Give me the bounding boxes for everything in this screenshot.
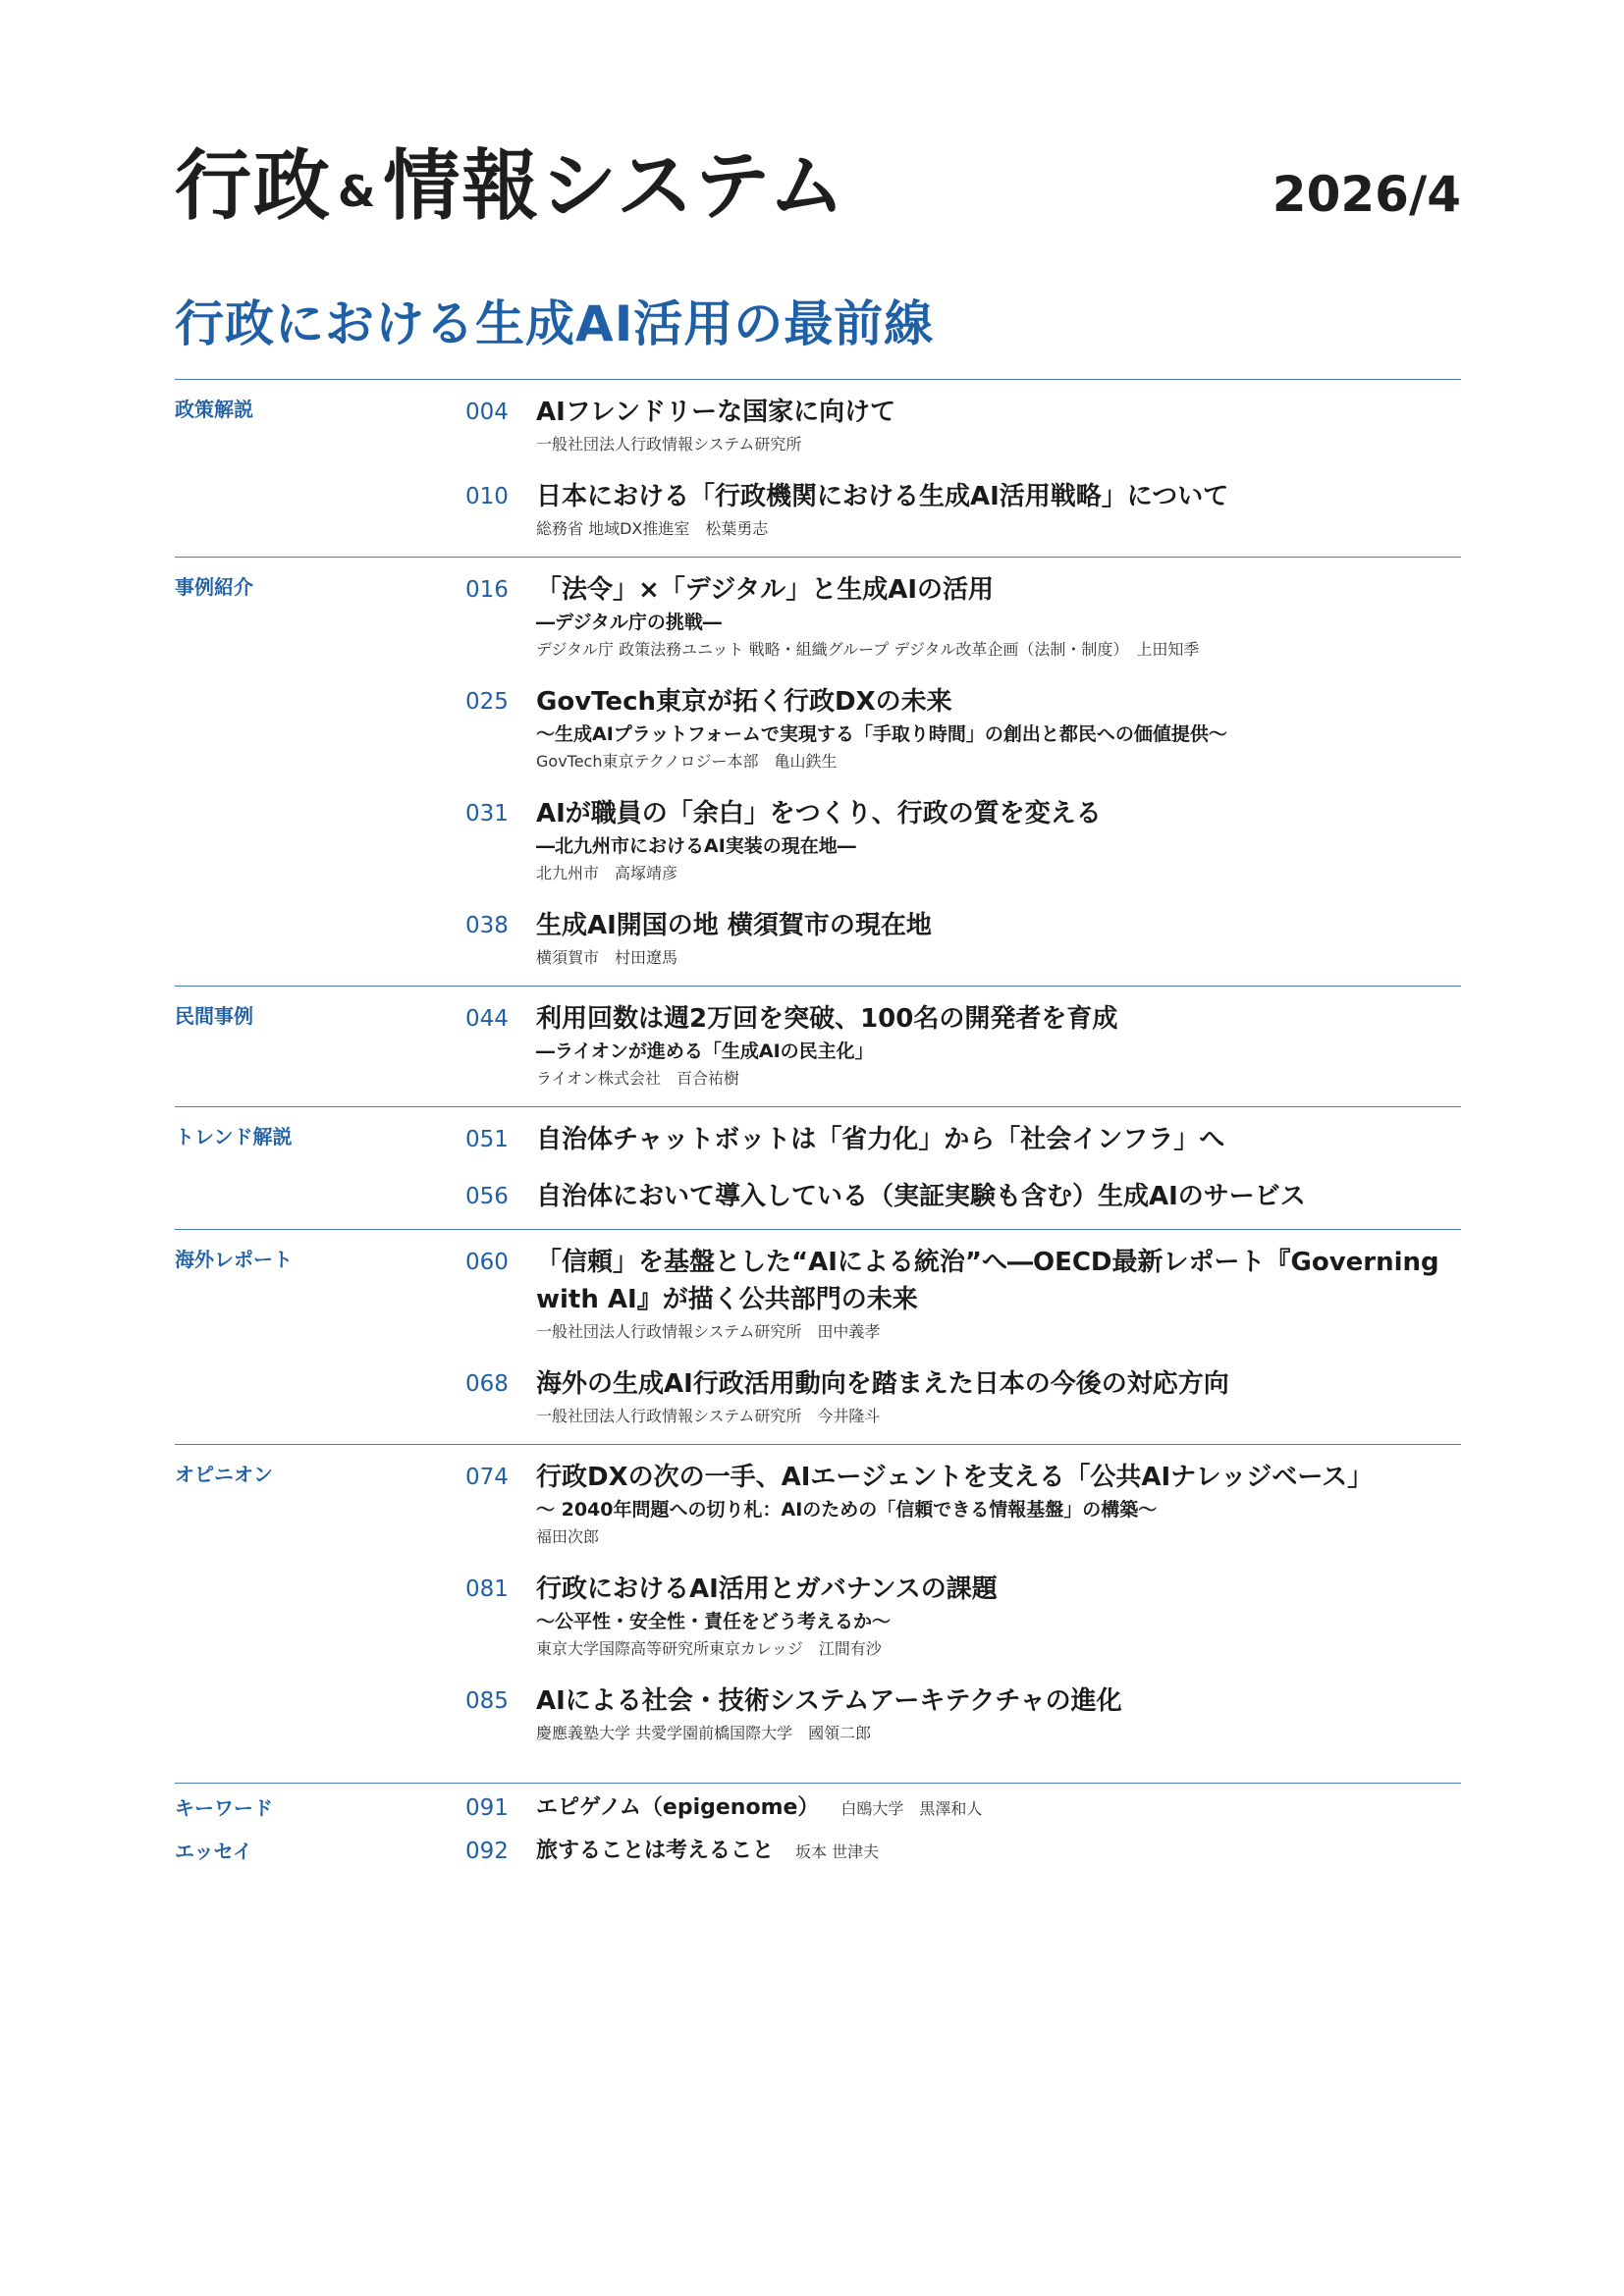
article-title: AIが職員の「余白」をつくり、行政の質を変える bbox=[536, 799, 1102, 828]
feature-title: 行政における生成AI活用の最前線 bbox=[175, 295, 935, 352]
section-label: 海外レポート bbox=[175, 1248, 293, 1271]
section-label: 民間事例 bbox=[175, 1004, 253, 1028]
toc-entry[interactable] bbox=[175, 1682, 1461, 1747]
page-number: 060 bbox=[465, 1250, 509, 1275]
page-number: 038 bbox=[465, 913, 509, 938]
article-title: 日本における「行政機関における生成AI活用戦略」について bbox=[536, 482, 1229, 511]
toc-entry[interactable] bbox=[175, 1459, 1461, 1551]
article-author: デジタル庁 政策法務ユニット 戦略・組織グループ デジタル改革企画（法制・制度） 上田知季 bbox=[536, 640, 1200, 659]
article-author: 一般社団法人行政情報システム研究所 田中義孝 bbox=[536, 1322, 881, 1341]
toc-entry[interactable] bbox=[175, 1000, 1461, 1093]
magazine-title-part-2: 情報システム bbox=[383, 142, 847, 231]
page-number: 091 bbox=[465, 1795, 509, 1821]
bottom-entry[interactable] bbox=[175, 1789, 1461, 1832]
page-number: 074 bbox=[465, 1465, 509, 1490]
toc-entry[interactable] bbox=[175, 1365, 1461, 1430]
section-label: エッセイ bbox=[175, 1840, 252, 1863]
section-label: トレンド解説 bbox=[175, 1125, 293, 1148]
article-author: 慶應義塾大学 共愛学園前橋国際大学 國領二郎 bbox=[536, 1724, 872, 1742]
article-author: ライオン株式会社 百合祐樹 bbox=[536, 1069, 740, 1088]
toc-section bbox=[175, 1444, 1461, 1784]
article-subtitle: 〜生成AIプラットフォームで実現する「手取り時間」の創出と都民への価値提供〜 bbox=[536, 723, 1227, 745]
section-label: 政策解説 bbox=[175, 398, 253, 421]
page-number: 004 bbox=[465, 400, 509, 425]
article-title: エピゲノム（epigenome） bbox=[536, 1795, 820, 1820]
toc-entry[interactable] bbox=[175, 478, 1461, 543]
page-number: 068 bbox=[465, 1371, 509, 1397]
article-author: GovTech東京テクノロジー本部 亀山鉄生 bbox=[536, 752, 838, 771]
page-number: 031 bbox=[465, 801, 509, 827]
ampersand: & bbox=[338, 167, 378, 217]
article-title: 行政におけるAI活用とガバナンスの課題 bbox=[536, 1575, 998, 1604]
toc-section bbox=[175, 557, 1461, 972]
article-subtitle: ―デジタル庁の挑戦― bbox=[536, 612, 722, 633]
magazine-title bbox=[175, 137, 847, 241]
section-label: 事例紹介 bbox=[175, 575, 253, 599]
table-of-contents bbox=[175, 379, 1461, 1784]
toc-entry[interactable] bbox=[175, 1121, 1461, 1158]
page-number: 081 bbox=[465, 1576, 509, 1602]
article-title: AIフレンドリーな国家に向けて bbox=[536, 398, 896, 427]
toc-section bbox=[175, 986, 1461, 1093]
article-author: 白鴎大学 黒澤和人 bbox=[840, 1799, 983, 1818]
article-author: 横須賀市 村田遼馬 bbox=[536, 948, 678, 967]
section-label: キーワード bbox=[175, 1796, 273, 1820]
article-subtitle: ―北九州市におけるAI実装の現在地― bbox=[536, 835, 856, 857]
article-title: 生成AI開国の地 横須賀市の現在地 bbox=[536, 911, 932, 940]
toc-section bbox=[175, 1229, 1461, 1430]
toc-entry[interactable] bbox=[175, 1571, 1461, 1663]
article-author: 一般社団法人行政情報システム研究所 今井隆斗 bbox=[536, 1407, 881, 1425]
page-number: 025 bbox=[465, 689, 509, 715]
page-number: 010 bbox=[465, 484, 509, 509]
toc-entry[interactable] bbox=[175, 1244, 1461, 1346]
extra-articles bbox=[175, 1789, 1461, 1875]
masthead bbox=[175, 137, 1461, 245]
article-title: 海外の生成AI行政活用動向を踏まえた日本の今後の対応方向 bbox=[536, 1369, 1229, 1399]
page-number: 051 bbox=[465, 1127, 509, 1152]
article-author: 一般社団法人行政情報システム研究所 bbox=[536, 435, 802, 454]
toc-section bbox=[175, 1106, 1461, 1215]
article-title: 利用回数は週2万回を突破、100名の開発者を育成 bbox=[536, 1004, 1118, 1034]
article-author: 坂本 世津夫 bbox=[795, 1842, 880, 1861]
article-author: 北九州市 高塚靖彦 bbox=[536, 864, 678, 882]
article-title: 自治体チャットボットは「省力化」から「社会インフラ」へ bbox=[536, 1125, 1225, 1154]
toc-entry[interactable] bbox=[175, 571, 1461, 664]
toc-entry[interactable] bbox=[175, 683, 1461, 775]
article-title: 「信頼」を基盤とした“AIによる統治”へ―OECD最新レポート『Governing with AI』が描く公共部門の未来 bbox=[536, 1248, 1439, 1314]
article-title: GovTech東京が拓く行政DXの未来 bbox=[536, 687, 952, 717]
article-subtitle: 〜 2040年問題への切り札：AIのための「信頼できる情報基盤」の構築〜 bbox=[536, 1499, 1158, 1521]
article-title: AIによる社会・技術システムアーキテクチャの進化 bbox=[536, 1686, 1122, 1716]
bottom-entry[interactable] bbox=[175, 1832, 1461, 1875]
article-subtitle: ―ライオンが進める「生成AIの民主化」 bbox=[536, 1041, 874, 1062]
article-title: 行政DXの次の一手、AIエージェントを支える「公共AIナレッジベース」 bbox=[536, 1463, 1374, 1492]
page-number: 092 bbox=[465, 1839, 509, 1864]
page-number: 016 bbox=[465, 577, 509, 603]
page-number: 056 bbox=[465, 1184, 509, 1209]
issue-date: 2026/4 bbox=[1272, 166, 1461, 223]
article-title: 「法令」×「デジタル」と生成AIの活用 bbox=[536, 575, 995, 605]
page-number: 044 bbox=[465, 1006, 509, 1032]
article-author: 福田次郎 bbox=[536, 1527, 600, 1546]
article-author: 東京大学国際高等研究所東京カレッジ 江間有沙 bbox=[536, 1639, 882, 1658]
toc-entry[interactable] bbox=[175, 394, 1461, 458]
magazine-title-part-1: 行政 bbox=[175, 142, 333, 231]
article-author: 総務省 地域DX推進室 松葉勇志 bbox=[536, 519, 769, 538]
page-number: 085 bbox=[465, 1688, 509, 1714]
article-title: 旅することは考えること bbox=[536, 1839, 775, 1863]
toc-entry[interactable] bbox=[175, 907, 1461, 972]
toc-entry[interactable] bbox=[175, 795, 1461, 887]
section-label: オピニオン bbox=[175, 1463, 273, 1486]
article-subtitle: 〜公平性・安全性・責任をどう考えるか〜 bbox=[536, 1611, 892, 1632]
toc-section bbox=[175, 379, 1461, 543]
article-title: 自治体において導入している（実証実験も含む）生成AIのサービス bbox=[536, 1182, 1306, 1211]
toc-entry[interactable] bbox=[175, 1178, 1461, 1215]
